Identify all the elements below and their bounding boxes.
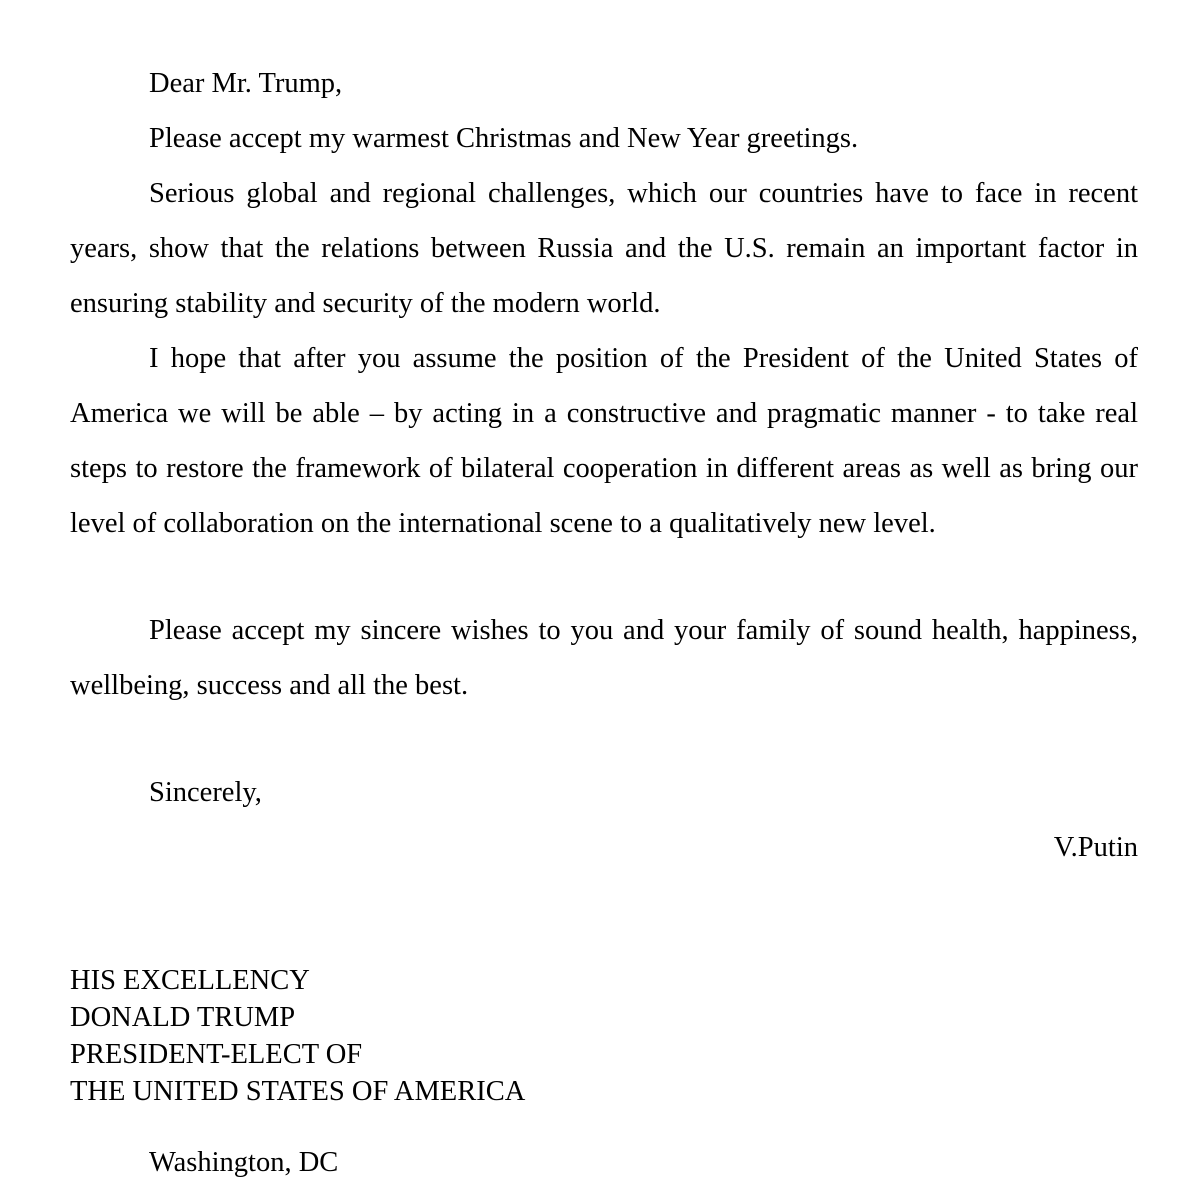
addressee-line: PRESIDENT-ELECT OF <box>70 1039 363 1070</box>
addressee-block <box>70 962 525 1110</box>
location: Washington, DC <box>149 1147 339 1178</box>
salutation: Dear Mr. Trump, <box>149 68 343 99</box>
signature: V.Putin <box>1053 832 1138 863</box>
paragraph-hope: I hope that after you assume the position of the President of the United States of America we will be able – by acting in a constructive and pragmatic manner - to take real steps to restore the framework of bilateral cooperation in different areas as well as bring our level of collaboration on the international scene to a qualitatively new level. <box>70 343 1138 539</box>
paragraph-challenges: Serious global and regional challenges, which our countries have to face in recent years, show that the relations between Russia and the U.S. remain an important factor in ensuring stability and security of the modern world. <box>70 178 1138 319</box>
addressee-line: HIS EXCELLENCY <box>70 965 310 996</box>
paragraph-wishes: Please accept my sincere wishes to you and your family of sound health, happiness, wellbeing, success and all the best. <box>70 615 1138 701</box>
paragraph-greetings: Please accept my warmest Christmas and New Year greetings. <box>149 123 859 154</box>
closing: Sincerely, <box>149 777 262 808</box>
addressee-line: DONALD TRUMP <box>70 1002 296 1033</box>
addressee-line: THE UNITED STATES OF AMERICA <box>70 1076 526 1107</box>
